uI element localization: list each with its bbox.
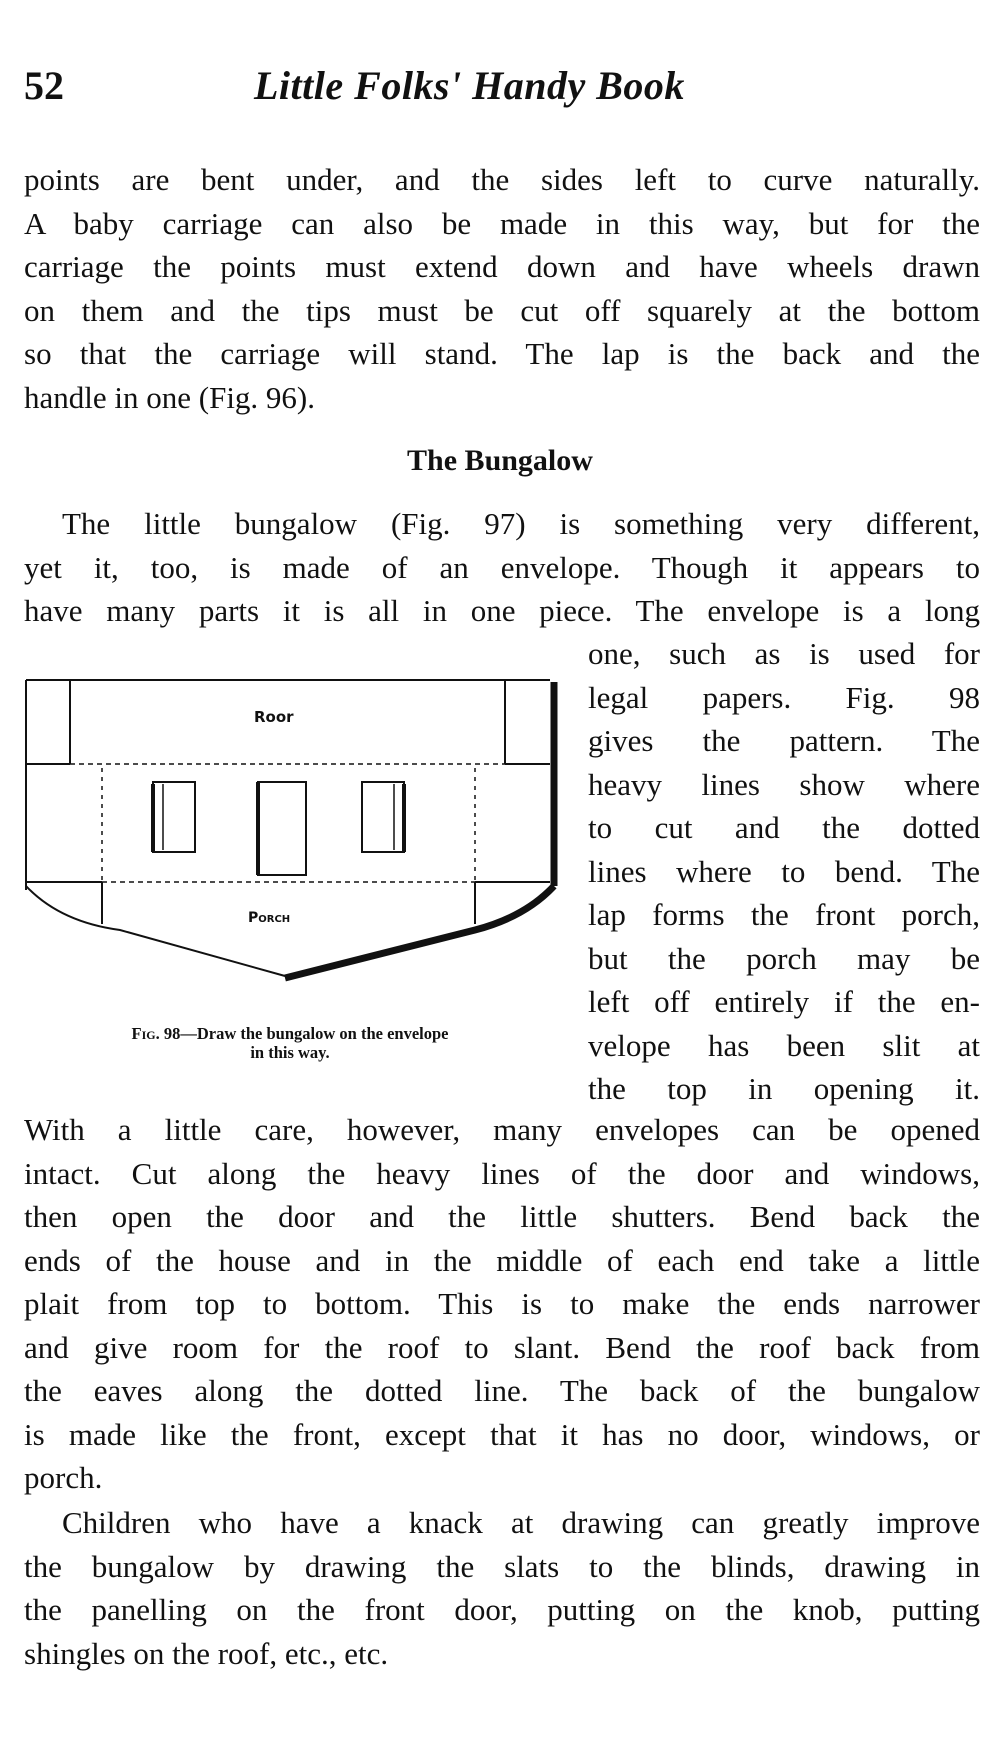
running-head [24, 62, 984, 122]
text-line: velope has been slit at [588, 1027, 980, 1063]
paragraph-decorating [24, 1501, 980, 1675]
text-line: gives the pattern. The [588, 723, 980, 758]
text-line: carriage the points must extend down and have wheels drawn [24, 249, 980, 284]
text-line: Children who have a knack at drawing can greatly improve [62, 1505, 980, 1540]
paragraph-pattern-wrap [588, 632, 980, 1111]
text-line: yet it, too, is made of an envelope. Though it appears to [24, 549, 980, 585]
front-door [258, 782, 306, 875]
caption-line-1: —Draw the bungalow on the envelope [180, 1024, 449, 1043]
text-line: so that the carriage will stand. The lap is the back and the [24, 336, 980, 371]
text-line: plait from top to bottom. This is to make the ends narrower [24, 1286, 980, 1321]
text-line: one, such as is used for [588, 636, 980, 671]
text-line: points are bent under, and the sides left to curve naturally. [24, 162, 980, 197]
text-line: legal papers. Fig. 98 [588, 679, 980, 715]
text-line: but the porch may be [588, 940, 980, 976]
page-number: 52 [24, 63, 64, 108]
figure-bungalow-pattern [20, 672, 565, 1042]
text-line: have many parts it is all in one piece. The envelope is a long [24, 593, 980, 628]
text-line: ends of the house and in the middle of each end take a little [24, 1242, 980, 1278]
text-line: A baby carriage can also be made in this way, but for the [24, 205, 980, 241]
text-line: With a little care, however, many envelopes can be opened [24, 1112, 980, 1147]
text-line: on them and the tips must be cut off squarely at the bottom [24, 292, 980, 328]
right-window [362, 782, 404, 852]
text-line: lap forms the front porch, [588, 897, 980, 932]
text-line: to cut and the dotted [588, 810, 980, 845]
text-line: porch. [24, 1460, 103, 1495]
text-line: the panelling on the front door, putting on the knob, putting [24, 1592, 980, 1627]
paragraph-instructions [24, 1108, 980, 1500]
text-line: the eaves along the dotted line. The back of the bungalow [24, 1373, 980, 1408]
flap-left-edge [26, 886, 285, 976]
caption-line-2: in this way. [250, 1043, 330, 1062]
figure-caption [0, 1024, 580, 1062]
section-heading: The Bungalow [407, 444, 593, 477]
text-line: shingles on the roof, etc., etc. [24, 1635, 389, 1671]
porch-label: Porch [248, 910, 291, 926]
text-line: handle in one (Fig. 96). [24, 379, 316, 415]
text-line: is made like the front, except that it has no door, windows, or [24, 1416, 980, 1452]
caption-prefix: Fig. 98 [131, 1024, 181, 1043]
text-line: the bungalow by drawing the slats to the blinds, drawing in [24, 1548, 980, 1584]
text-line: left off entirely if the en- [588, 984, 980, 1019]
bungalow-diagram [20, 672, 565, 1022]
text-line: the top in opening it. [588, 1071, 980, 1106]
text-line: then open the door and the little shutters. Bend back the [24, 1199, 980, 1234]
text-line: and give room for the roof to slant. Bend the roof back from [24, 1329, 980, 1365]
left-window [153, 782, 195, 852]
heavy-cut-flap [285, 886, 554, 978]
roof-label: Roor [254, 708, 294, 726]
text-line: The little bungalow (Fig. 97) is something very different, [62, 506, 980, 541]
paragraph-bungalow-intro [24, 502, 980, 633]
paragraph-carriage [24, 158, 980, 419]
text-line: lines where to bend. The [588, 853, 980, 889]
running-title: Little Folks' Handy Book [254, 63, 685, 108]
text-line: heavy lines show where [588, 766, 980, 802]
text-line: intact. Cut along the heavy lines of the door and windows, [24, 1155, 980, 1191]
